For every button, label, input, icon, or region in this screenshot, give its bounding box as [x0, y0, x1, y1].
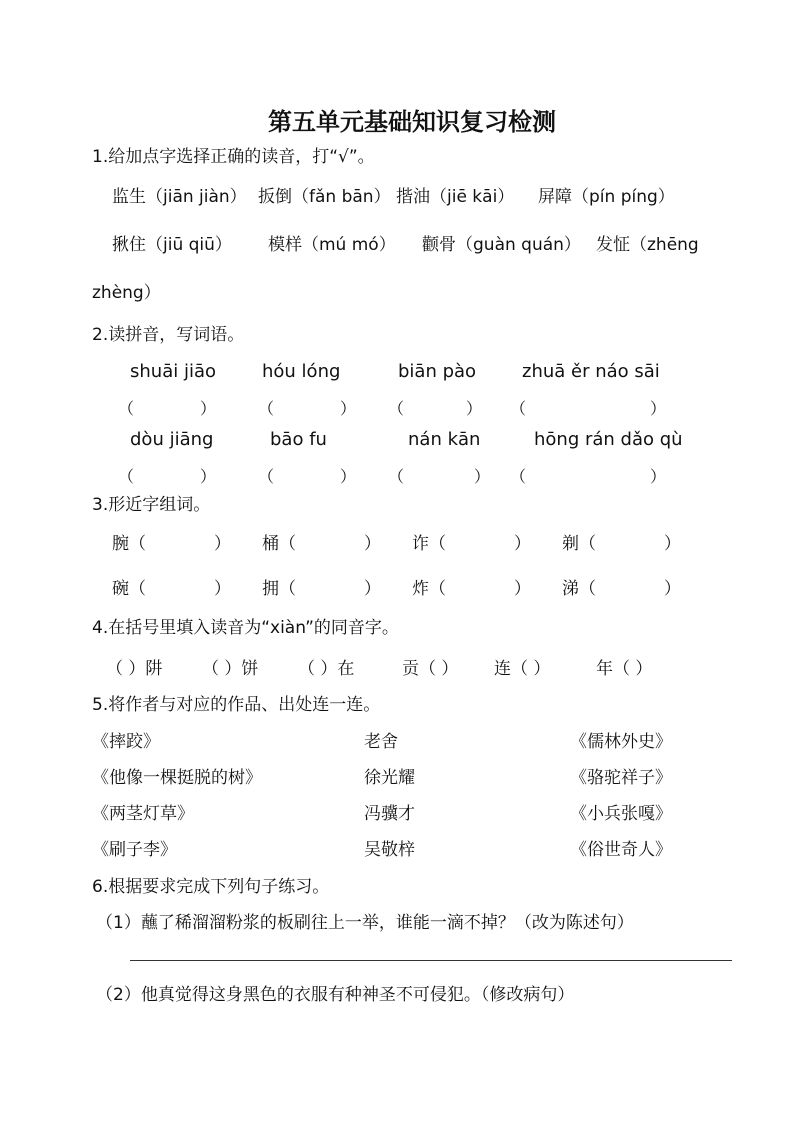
- q3-char: 拥（: [262, 579, 296, 599]
- q1-item: 发怔（zhēng: [596, 235, 699, 255]
- q1-item: 监生（jiān jiàn）: [112, 187, 247, 207]
- q3-close: ）: [514, 579, 531, 599]
- q1-item: 屏障（pín píng）: [538, 187, 675, 207]
- question-4-heading: 4.在括号里填入读音为“xiàn”的同音字。: [92, 618, 399, 638]
- answer-paren-open: （: [388, 399, 405, 418]
- author-name: 徐光耀: [364, 768, 415, 788]
- q3-char: 碗（: [112, 579, 146, 599]
- q4-item: （ ）饼: [202, 659, 259, 679]
- q4-item: （ ）阱: [106, 659, 163, 679]
- q4-item: 贡（ ）: [402, 659, 459, 679]
- answer-paren-close: ）: [200, 467, 217, 486]
- work-title: 《两茎灯草》: [92, 804, 194, 824]
- q4-item: （ ）在: [298, 659, 355, 679]
- q3-close: ）: [364, 579, 381, 599]
- answer-paren-open: （: [258, 467, 275, 486]
- q1-item: 颧骨（guàn quán）: [422, 235, 581, 255]
- answer-line: [130, 960, 732, 961]
- answer-paren-open: （: [388, 467, 405, 486]
- q3-char: 腕（: [112, 534, 146, 554]
- pinyin-word: dòu jiāng: [130, 429, 214, 450]
- pinyin-word: nán kān: [408, 429, 481, 450]
- answer-paren-close: ）: [474, 467, 491, 486]
- q3-close: ）: [214, 534, 231, 554]
- q3-char: 桶（: [262, 534, 296, 554]
- pinyin-word: zhuā ěr náo sāi: [522, 361, 660, 382]
- page-title: 第五单元基础知识复习检测: [268, 107, 556, 136]
- q3-char: 涕（: [562, 579, 596, 599]
- q4-item: 连（ ）: [494, 659, 551, 679]
- source-title: 《小兵张嘎》: [570, 804, 672, 824]
- q3-close: ）: [664, 534, 681, 554]
- q4-item: 年（ ）: [596, 659, 653, 679]
- question-5-heading: 5.将作者与对应的作品、出处连一连。: [92, 695, 381, 715]
- q1-item: 扳倒（fǎn bān）: [258, 187, 391, 207]
- question-6-heading: 6.根据要求完成下列句子练习。: [92, 877, 330, 897]
- answer-paren-open: （: [118, 399, 135, 418]
- q6-item-1: （1）蘸了稀溜溜粉浆的板刷往上一举，谁能一滴不掉？（改为陈述句）: [96, 913, 634, 933]
- pinyin-word: hóu lóng: [262, 361, 341, 382]
- q3-close: ）: [214, 579, 231, 599]
- q1-item: 揩油（jiē kāi）: [396, 187, 515, 207]
- work-title: 《摔跤》: [92, 732, 160, 752]
- author-name: 吴敬梓: [364, 840, 415, 860]
- q3-char: 炸（: [412, 579, 446, 599]
- q6-item-2: （2）他真觉得这身黑色的衣服有种神圣不可侵犯。（修改病句）: [96, 985, 575, 1005]
- answer-paren-close: ）: [200, 399, 217, 418]
- author-name: 老舍: [364, 732, 398, 752]
- q3-close: ）: [514, 534, 531, 554]
- answer-paren-open: （: [118, 467, 135, 486]
- q1-item: zhèng）: [92, 283, 161, 303]
- q3-close: ）: [664, 579, 681, 599]
- source-title: 《骆驼祥子》: [570, 768, 672, 788]
- pinyin-word: hōng rán dǎo qù: [534, 429, 683, 450]
- q1-item: 揪住（jiū qiū）: [112, 235, 232, 255]
- answer-paren-open: （: [510, 399, 527, 418]
- q3-char: 诈（: [412, 534, 446, 554]
- answer-paren-open: （: [258, 399, 275, 418]
- work-title: 《刷子李》: [92, 840, 177, 860]
- author-name: 冯骥才: [364, 804, 415, 824]
- answer-paren-close: ）: [650, 467, 667, 486]
- source-title: 《儒林外史》: [570, 732, 672, 752]
- answer-paren-open: （: [510, 467, 527, 486]
- question-2-heading: 2.读拼音，写词语。: [92, 325, 245, 345]
- q3-char: 剃（: [562, 534, 596, 554]
- q3-close: ）: [364, 534, 381, 554]
- answer-paren-close: ）: [466, 399, 483, 418]
- pinyin-word: bāo fu: [270, 429, 327, 450]
- answer-paren-close: ）: [340, 467, 357, 486]
- work-title: 《他像一棵挺脱的树》: [92, 768, 262, 788]
- source-title: 《俗世奇人》: [570, 840, 672, 860]
- pinyin-word: shuāi jiāo: [130, 361, 216, 382]
- answer-paren-close: ）: [650, 399, 667, 418]
- pinyin-word: biān pào: [398, 361, 477, 382]
- question-3-heading: 3.形近字组词。: [92, 495, 211, 515]
- q1-item: 模样（mú mó）: [268, 235, 396, 255]
- question-1-heading: 1.给加点字选择正确的读音，打“√”。: [92, 147, 375, 167]
- answer-paren-close: ）: [340, 399, 357, 418]
